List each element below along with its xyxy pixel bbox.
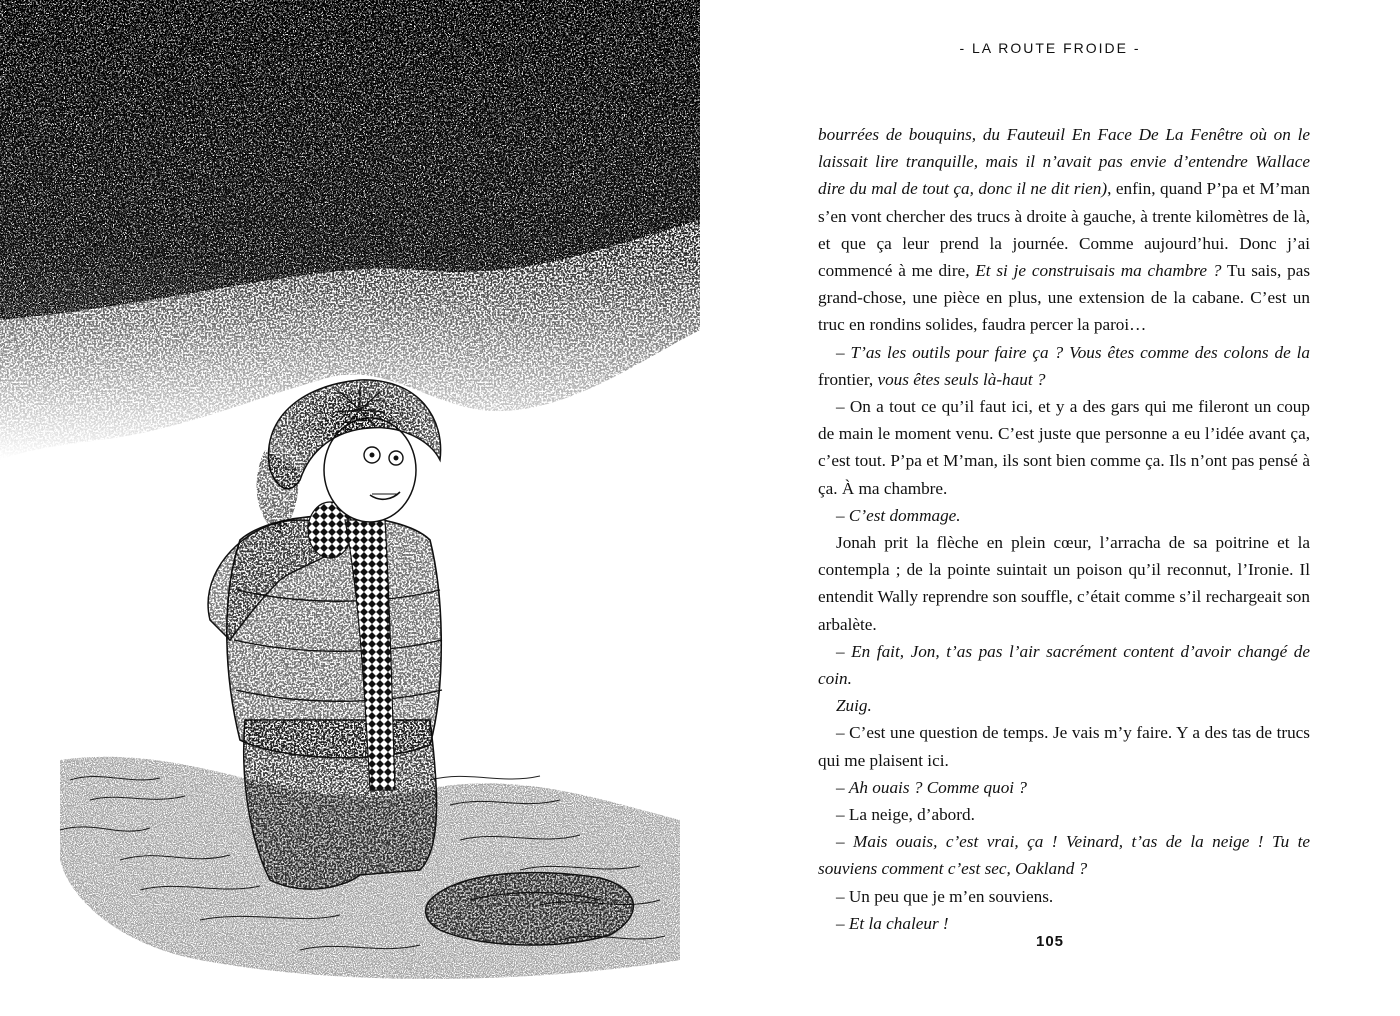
paragraph [818,883,1310,910]
roman-text: – [836,832,854,852]
paragraph [818,339,1310,393]
roman-text: – [836,641,852,661]
roman-text: – [836,913,849,933]
running-head: - LA ROUTE FROIDE - [959,40,1141,56]
roman-text: – [836,505,849,525]
italic-text: Et la chaleur ! [848,913,949,933]
dropped-bag [426,873,634,945]
italic-text: vous êtes seuls là-haut ? [873,369,1046,389]
roman-text: – La neige, d’abord. [836,805,975,825]
roman-text: – On a tout ce qu’il faut ici, et y a des gars qui me fileront un coup de main le moment venu. C’est juste que personne a eu l’idée avant ça, c’est tout. P’pa et M’man, ils sont bien comme ça. Ils n’ont pas pensé à ça. À ma chambre. [818,397,1310,498]
paragraph [818,774,1310,801]
roman-text: frontier, [818,369,874,389]
italic-text: C’est dommage. [848,505,961,525]
italic-text: En fait, Jon, t’as pas l’air sacrément content d’avoir changé de coin. [818,641,1310,689]
paragraph [818,828,1310,882]
paragraph [818,638,1310,692]
roman-text: – [836,777,849,797]
roman-text: – Un peu que je m’en souviens. [836,886,1054,906]
paragraph [818,692,1310,719]
roman-text: Jonah prit la flèche en plein cœur, l’arracha de sa poitrine et la contempla ; de la pointe suintait un poison qu’il reconnut, l’Ironie. Il entendit Wally reprendre son souffle, c’était comme s’il rechargeait son arbalète. [818,533,1310,634]
paragraph [818,801,1310,828]
body-text [818,121,1310,937]
paragraph [818,719,1310,773]
roman-text: , enfin, quand P’pa et M’man s’en vont chercher des trucs à droite à gauche, à trente kilomètres de là, et que ça leur prend la journée. Comme aujourd’hui. Donc j’ai commencé à me dire, [818,179,1311,281]
roman-text: Tu sais, pas grand-chose, une pièce en plus, une extension de la cabane. C’est un truc en rondins solides, faudra percer la paroi… [818,261,1311,335]
roman-text: – C’est une question de temps. Je vais m’y faire. Y a des tas de trucs qui me plaisent ici. [818,723,1310,770]
italic-text: Mais ouais, c’est vrai, ça ! Veinard, t’as de la neige ! Tu te souviens comment c’est sec, Oakland ? [818,832,1311,879]
italic-text: Et si je construisais ma chambre ? [975,261,1222,281]
paragraph [818,393,1310,502]
paragraph [818,529,1310,638]
italic-text: Ah ouais ? Comme quoi ? [848,777,1027,797]
paragraph [818,121,1310,339]
page-number: 105 [1035,933,1065,950]
roman-text: – [836,342,851,362]
italic-text: Zuig. [836,696,872,716]
italic-text: T’as les outils pour faire ça ? Vous êtes comme des colons de la [850,342,1311,362]
italic-text: bourrées de bouquins, du Fauteuil En Face De La Fenêtre où on le laissait lire tranquille, mais il n’avait pas envie d’entendre Wallace dire du mal de tout ça, donc il ne dit rien) [818,125,1310,199]
paragraph [818,502,1310,529]
text-page [700,0,1400,1016]
